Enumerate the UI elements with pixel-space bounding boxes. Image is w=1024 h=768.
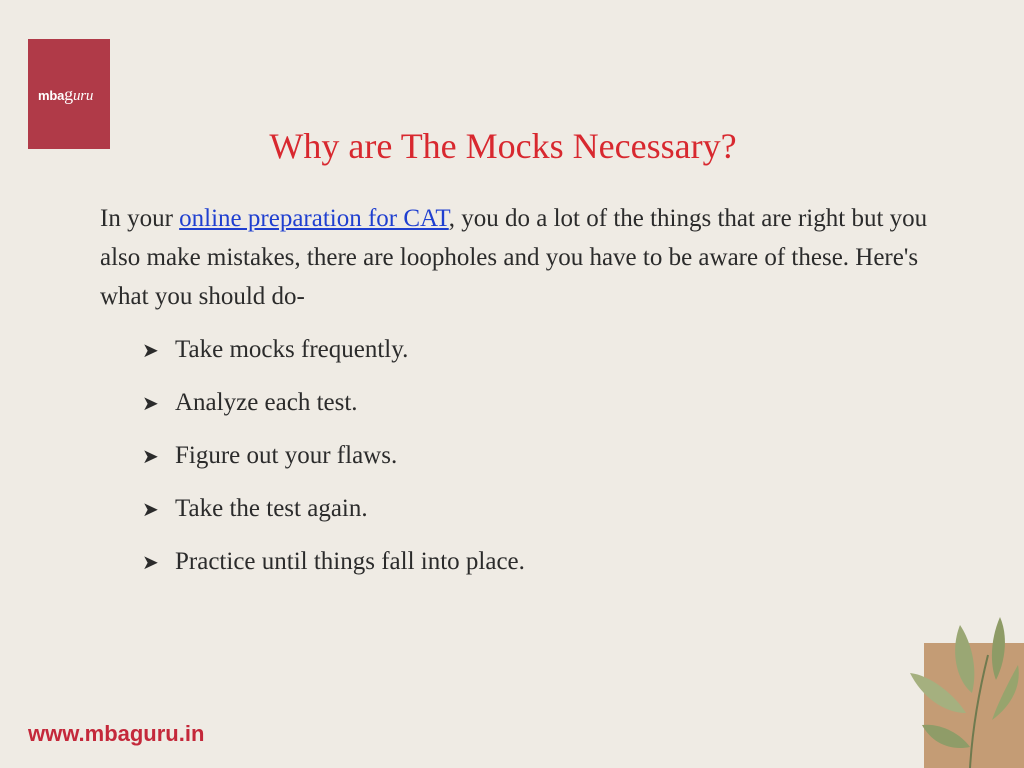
arrow-bullet-icon: ➤ — [142, 446, 159, 468]
bullet-text: Figure out your flaws. — [175, 442, 398, 469]
intro-text-after: , you do a lot of the things that are right but you also make mistakes, there are loopholes and you have to be aware of these. Here's what you should do- — [100, 205, 928, 310]
intro-paragraph — [100, 199, 930, 316]
list-item — [142, 330, 525, 383]
arrow-bullet-icon: ➤ — [142, 499, 159, 521]
list-item — [142, 436, 525, 489]
bullet-list — [142, 330, 525, 595]
logo-part-mba: mba — [38, 88, 65, 103]
list-item — [142, 542, 525, 595]
list-item — [142, 489, 525, 542]
cat-preparation-link[interactable]: online preparation for CAT — [179, 205, 449, 232]
intro-text-before: In your — [100, 205, 180, 232]
arrow-bullet-icon: ➤ — [142, 393, 159, 415]
logo-part-g: g — [64, 84, 73, 104]
bullet-text: Take the test again. — [175, 495, 368, 522]
website-link[interactable]: www.mbaguru.in — [28, 721, 205, 746]
list-item — [142, 383, 525, 436]
bullet-text: Take mocks frequently. — [175, 336, 409, 363]
bullet-text: Practice until things fall into place. — [175, 548, 525, 575]
slide-title: Why are The Mocks Necessary? — [269, 126, 737, 166]
plant-decoration-icon — [900, 595, 1024, 768]
arrow-bullet-icon: ➤ — [142, 552, 159, 574]
bullet-text: Analyze each test. — [175, 389, 358, 416]
arrow-bullet-icon: ➤ — [142, 340, 159, 362]
logo-text — [38, 84, 93, 105]
logo-part-uru: uru — [72, 88, 94, 104]
